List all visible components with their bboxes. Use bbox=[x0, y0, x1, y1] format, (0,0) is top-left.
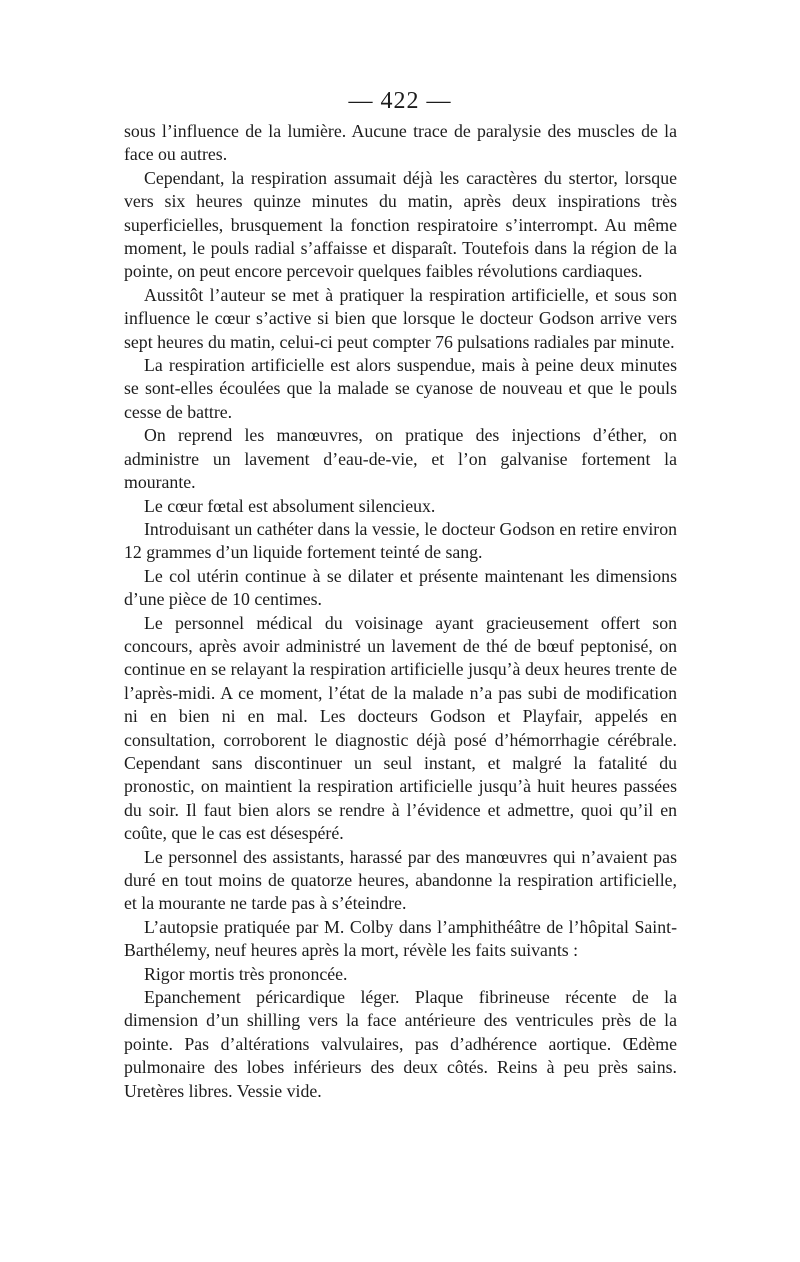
paragraph-11: L’autopsie pratiquée par M. Colby dans l’amphithéâtre de l’hôpital Saint-Barthélemy, neuf heures après la mort, révèle les faits suivants : bbox=[124, 916, 677, 961]
body-text bbox=[124, 120, 677, 1103]
paragraph-6: Le cœur fœtal est absolument silencieux. bbox=[144, 495, 436, 516]
paragraph-7: Introduisant un cathéter dans la vessie, le docteur Godson en retire environ 12 grammes d’un liquide fortement teinté de sang. bbox=[124, 518, 677, 563]
paragraph-9: Le personnel médical du voisinage ayant gracieusement offert son concours, après avoir administré un lavement de thé de bœuf peptonisé, on continue en se relayant la respiration artificielle jusqu’à deux heures trente de l’après-midi. A ce moment, l’état de la malade n’a pas subi de modification ni en bien ni en mal. Les docteurs Godson et Playfair, appelés en consultation, corroborent le diagnostic déjà posé d’hémorrhagie cérébrale. Cependant sans discontinuer un seul instant, et malgré la fatalité du pronostic, on maintient la respiration artificielle jusqu’à huit heures passées du soir. Il faut bien alors se rendre à l’évidence et admettre, quoi qu’il en coûte, que le cas est désespéré. bbox=[124, 612, 677, 844]
paragraph-13: Epanchement péricardique léger. Plaque fibrineuse récente de la dimension d’un shilling vers la face antérieure des ventricules près de la pointe. Pas d’altérations valvulaires, pas d’adhérence aortique. Œdème pulmonaire des lobes inférieurs des deux côtés. Reins à peu près sains. Uretères libres. Vessie vide. bbox=[124, 987, 677, 1101]
paragraph-4: La respiration artificielle est alors suspendue, mais à peine deux minutes se sont-elles écoulées que la malade se cyanose de nouveau et que le pouls cesse de battre. bbox=[124, 355, 677, 422]
paragraph-5: On reprend les manœuvres, on pratique des injections d’éther, on administre un lavement d’eau-de-vie, et l’on galvanise fortement la mourante. bbox=[124, 425, 677, 493]
paragraph-1: sous l’influence de la lumière. Aucune trace de paralysie des muscles de la face ou autres. bbox=[124, 121, 677, 165]
paragraph-3: Aussitôt l’auteur se met à pratiquer la respiration artificielle, et sous son influence le cœur s’active si bien que lorsque le docteur Godson arrive vers sept heures du matin, celui-ci peut compter 76 pulsations radiales par minute. bbox=[124, 284, 677, 352]
paragraph-10: Le personnel des assistants, harassé par des manœuvres qui n’avaient pas duré en tout moins de quatorze heures, abandonne la respiration artificielle, et la mourante ne tarde pas à s’éteindre. bbox=[124, 846, 677, 914]
paragraph-12: Rigor mortis très prononcée. bbox=[144, 963, 348, 984]
paragraph-2: Cependant, la respiration assumait déjà les caractères du stertor, lorsque vers six heures quinze minutes du matin, après deux inspirations très superficielles, brusquement la fonction respiratoire s’interrompt. Au même moment, le pouls radial s’affaisse et disparaît. Toutefois dans la région de la pointe, on peut encore percevoir quelques faibles révolutions cardiaques. bbox=[124, 167, 677, 282]
page-number: — 422 — bbox=[348, 88, 452, 114]
paragraph-8: Le col utérin continue à se dilater et présente maintenant les dimensions d’une pièce de 10 centimes. bbox=[124, 565, 677, 610]
